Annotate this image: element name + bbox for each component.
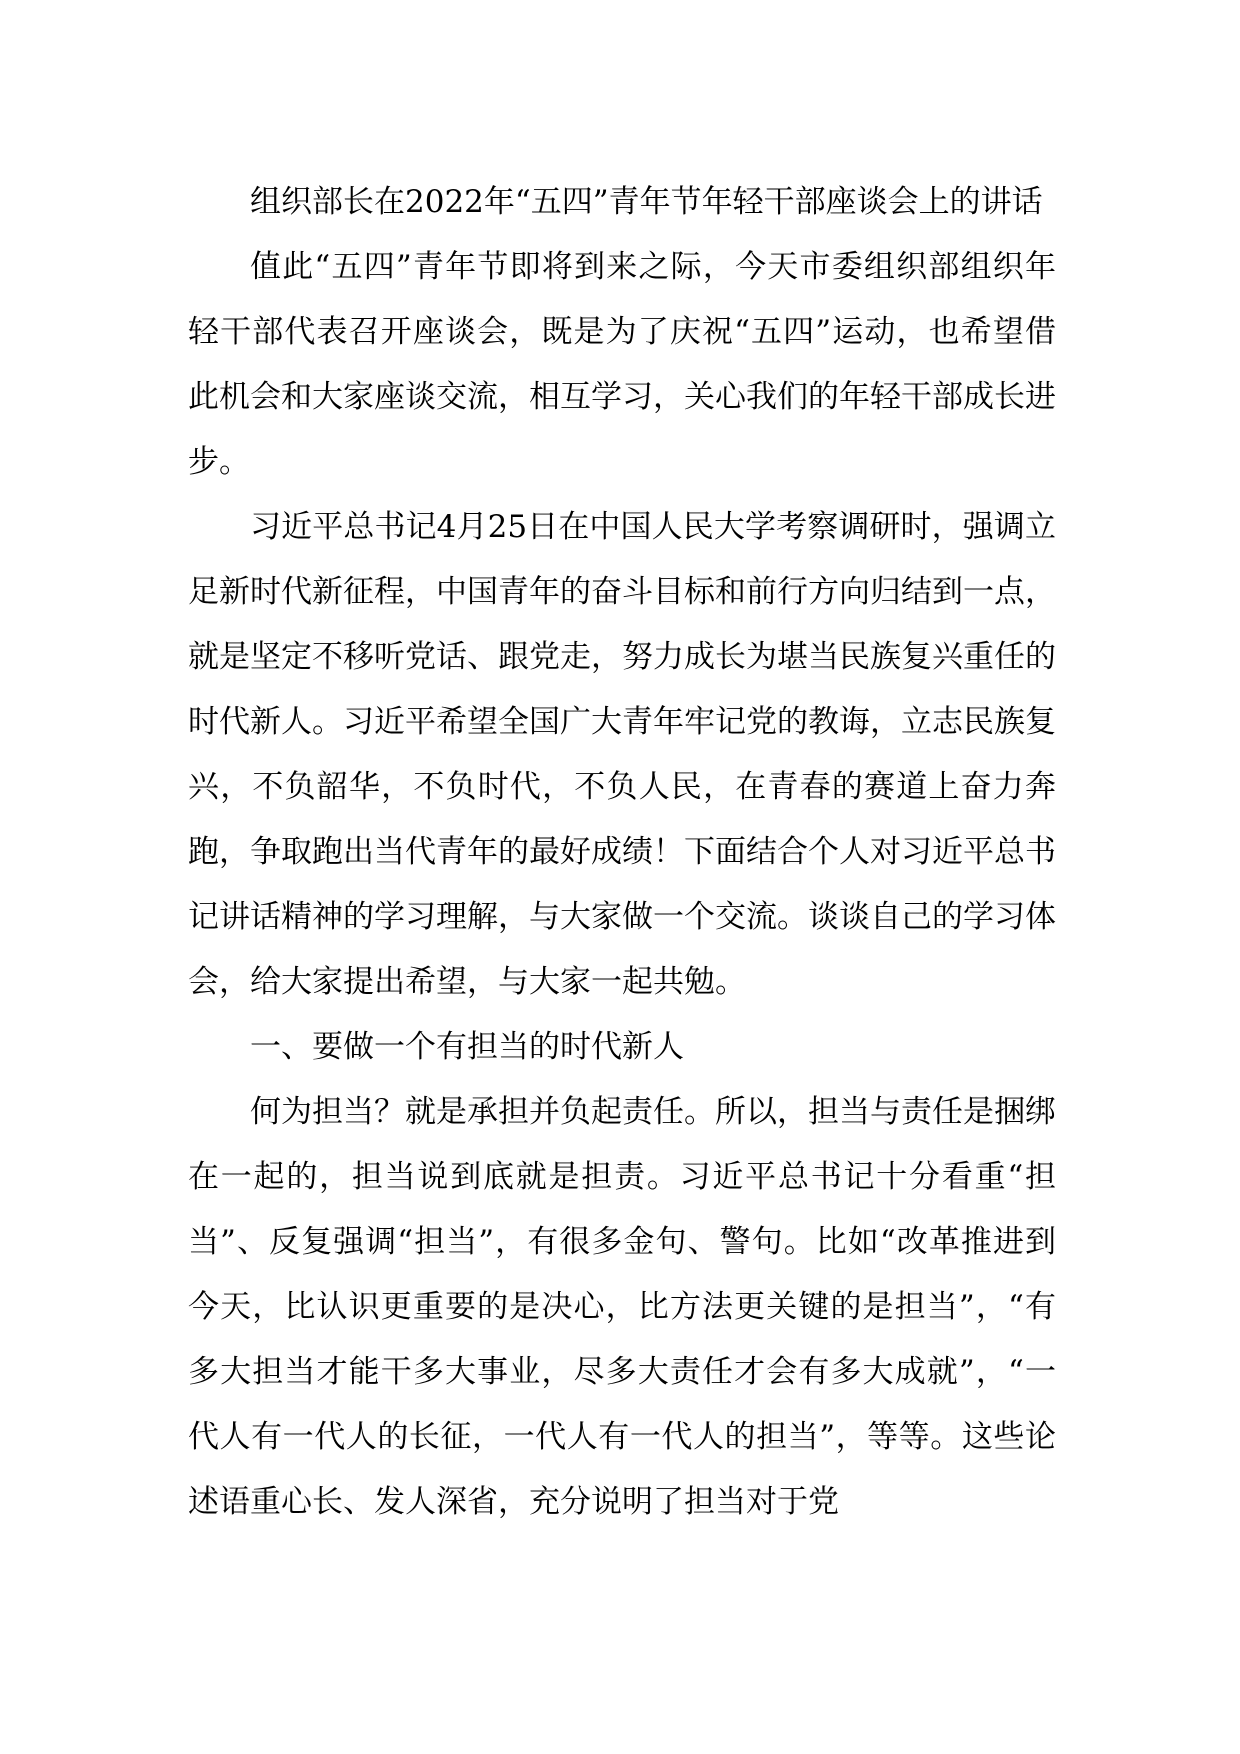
document-title: 组织部长在2022年“五四”青年节年轻干部座谈会上的讲话 <box>250 184 1043 220</box>
section-heading-1: 一、要做一个有担当的时代新人 <box>250 1029 684 1065</box>
paragraph-section-1: 何为担当？就是承担并负起责任。所以，担当与责任是捆绑在一起的，担当说到底就是担责。习近平总书记十分看重“担当”、反复强调“担当”，有很多金句、警句。比如“改革推进到今天，比认识更重要的是决心，比方法更关键的是担当”，“有多大担当才能干多大事业，尽多大责任才会有多大成就”，“一代人有一代人的长征，一代人有一代人的担当”，等等。这些论述语重心长、发人深省，充分说明了担当对于党 <box>188 1094 1056 1520</box>
paragraph-intro: 值此“五四”青年节即将到来之际，今天市委组织部组织年轻干部代表召开座谈会，既是为了庆祝“五四”运动，也希望借此机会和大家座谈交流，相互学习，关心我们的年轻干部成长进步。 <box>188 249 1056 480</box>
document-page <box>188 170 1056 1535</box>
paragraph-background: 习近平总书记4月25日在中国人民大学考察调研时，强调立足新时代新征程，中国青年的奋斗目标和前行方向归结到一点，就是坚定不移听党话、跟党走，努力成长为堪当民族复兴重任的时代新人。习近平希望全国广大青年牢记党的教诲，立志民族复兴，不负韶华，不负时代，不负人民，在青春的赛道上奋力奔跑，争取跑出当代青年的最好成绩！下面结合个人对习近平总书记讲话精神的学习理解，与大家做一个交流。谈谈自己的学习体会，给大家提出希望，与大家一起共勉。 <box>188 509 1056 1000</box>
